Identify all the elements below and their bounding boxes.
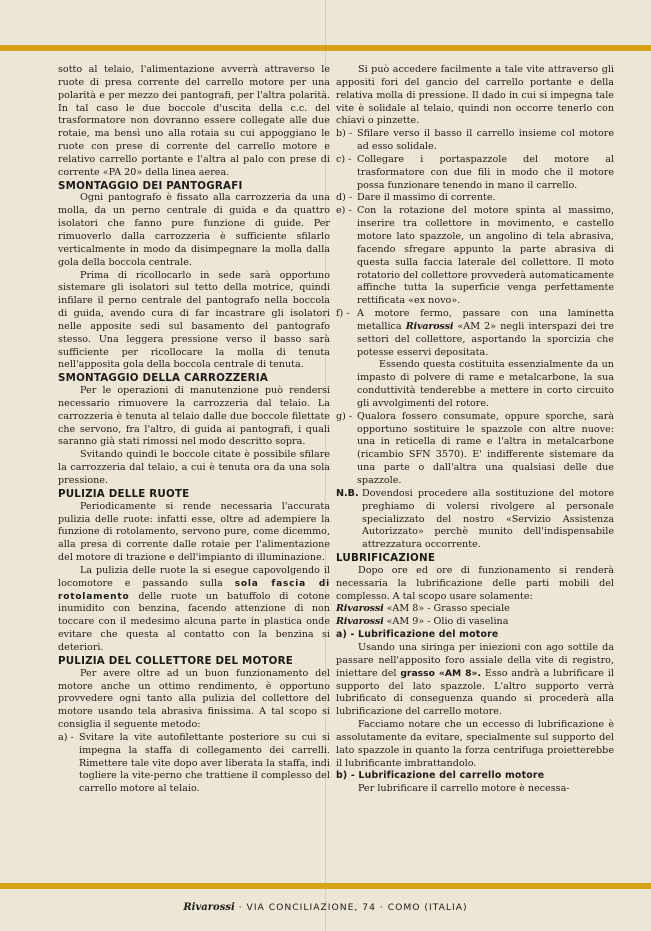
brand-logo-text: Rivarossi [405, 320, 454, 332]
text-run: Esso andrà a lubrificare il supporto del lato spazzole. L'altro supporto verrà lubrificato di conseguenza quando si procederà alla lubrificazione del carrello motore. [336, 667, 614, 718]
paragraph: Svitando quindi le boccole citate è possibile sfilare la carrozzeria dal telaio, a cui è tenuta ora da una sola pressione. [58, 449, 330, 486]
list-item [336, 205, 614, 308]
heading-ruote: PULIZIA DELLE RUOTE [58, 487, 190, 500]
footer-brand: Rivarossi [183, 902, 235, 913]
note-text: Dovendosi procedere alla sostituzione del motore preghiamo di volersi rivolgere al personale specializzato del nostro «Servizio Assistenza Autorizzato» perchè munito dell'indispensabile attrezzatura occorrente. [362, 487, 614, 551]
text-run: «AM 2» negli interspazi dei tre settori del collettore, asportando la sporcizia che potesse esservi depositata. [357, 320, 614, 358]
bold-text: grasso «AM 8». [400, 667, 481, 679]
list-text: Collegare i portaspazzole del motore al trasformatore con due fili in modo che il motore possa funzionare tenendo in mano il carrello. [357, 153, 614, 191]
paragraph: Ogni pantografo è fissato alla carrozzeria da una molla, da un perno centrale di guida e da quattro isolatori che fanno pure funzione di guide. Per rimuoverlo dalla carrozzeria è sufficiente sfilarlo verticalmente in modo da disimpegnare la molla dalla gola della boccola centrale. [58, 192, 330, 268]
subheading-carrello: b) - Lubrificazione del carrello motore [336, 770, 545, 782]
footer-address-text: · VIA CONCILIAZIONE, 74 · COMO (ITALIA) [234, 902, 468, 913]
paragraph: Prima di ricollocarlo in sede sarà opportuno sistemare gli isolatori sul tetto della motrice, quindi infilare il perno centrale del pantografo nella boccola di guida, avendo cura di far incastrare gli isolatori nelle apposite sedi sul basamento del pantografo stesso. Una leggera pressione verso il basso sarà sufficiente per ricollocare la molla di tenuta nell'apposita gola della boccola centrale di tenuta. [58, 269, 330, 371]
list-marker: b) - [336, 128, 353, 140]
list-item [336, 308, 614, 359]
list-marker: c) - [336, 153, 352, 165]
heading-pantografi: SMONTAGGIO DEI PANTOGRAFI [58, 179, 243, 192]
paragraph [58, 565, 330, 655]
brand-logo-text: Rivarossi [336, 603, 384, 615]
emphasis-text: sola fascia di rotolamento [58, 578, 330, 602]
oil-line [336, 616, 614, 629]
text-run: «AM 9» - Olio di vaselina [383, 616, 509, 628]
paragraph: Facciamo notare che un eccesso di lubrificazione è assolutamente da evitare, specialmente sul supporto del lato spazzole in quanto la forza centrifuga proietterebbe il lubrificante imbrattandolo. [336, 719, 614, 769]
list-item [58, 732, 330, 796]
footer-address [0, 902, 651, 913]
paragraph: Periodicamente si rende necessaria l'accurata pulizia delle ruote: infatti esse, oltre ad adempiere la funzione di rotolamento, servono pure, come dicemmo, alla presa di corrente dalle rotaie per l'alimentazione del motore di trazione e dell'impianto di illuminazione. [58, 500, 330, 564]
subheading-motore: a) - Lubrificazione del motore [336, 629, 499, 641]
list-item [336, 192, 614, 205]
brand-logo-text: Rivarossi [336, 616, 384, 628]
list-marker: e) - [336, 205, 352, 217]
right-column [336, 64, 614, 796]
list-text: Sfilare verso il basso il carrello insieme col motore ad esso solidale. [357, 128, 614, 153]
list-item-continuation [336, 359, 614, 410]
heading-carrozzeria: SMONTAGGIO DELLA CARROZZERIA [58, 372, 268, 385]
paragraph: Per le operazioni di manutenzione può rendersi necessario rimuovere la carrozzeria dal telaio. La carrozzeria è tenuta al telaio dalle due boccole filettate che servono, fra l'altro, di guida ai pantografi, i quali saranno già stati rimossi nel modo descritto sopra. [58, 385, 330, 448]
list-marker: f) - [336, 308, 350, 320]
list-item [336, 411, 614, 488]
note-block [336, 488, 614, 552]
bottom-color-band [0, 883, 651, 889]
left-column [58, 64, 330, 796]
list-marker: a) - [58, 731, 74, 743]
paragraph: Si può accedere facilmente a tale vite attraverso gli appositi fori del gancio del carrello portante e della relativa molla di pressione. Il dado in cui si impegna tale vite è solidale al telaio, quindi non occorre tenerlo con chiavi o pinzette. [336, 64, 614, 127]
paragraph: Per avere oltre ad un buon funzionamento del motore anche un ottimo rendimento, è opportuno provvedere ogni tanto alla pulizia del collettore del motore usando tela abrasiva finissima. A tal scopo si consiglia il seguente metodo: [58, 667, 330, 731]
heading-lubrificazione: LUBRIFICAZIONE [336, 552, 436, 565]
text-run: Usando una siringa per iniezioni con ago sottile da passare nell'apposito foro assiale della vite di registro, iniettare del [336, 641, 614, 679]
paragraph: Essendo questa costituita essenzialmente da un impasto di polvere di rame e metalcarbone, la sua conduttività tenderebbe a mettere in corto circuito gli avvolgimenti del rotore. [357, 359, 614, 409]
heading-collettore: PULIZIA DEL COLLETTORE DEL MOTORE [58, 654, 293, 667]
list-item [336, 154, 614, 193]
list-text: Dare il massimo di corrente. [357, 192, 496, 204]
list-text: Con la rotazione del motore spinta al massimo, inserire tra collettore in movimento, e castello motore lato spazzole, un angolino di tela abrasiva, facendo sfregare appunto la parte abrasiva di questa sulla faccia laterale del collettore. Il moto rotatorio del collettore provvederà automaticamente affinche tutta la superficie venga perfettamente rettificata «ex novo». [357, 205, 614, 307]
paragraph [336, 642, 614, 719]
paragraph: Per lubrificare il carrello motore è necessa- [358, 783, 570, 795]
list-text [357, 308, 614, 359]
text-run: delle ruote un batuffolo di cotone inumidito con benzina, facendo attenzione di non toccare con il medesimo alcuna parte in plastica onde evitare che questa al contatto con la benzina si deteriori. [58, 590, 330, 653]
list-text: Svitare la vite autofilettante posteriore su cui si impegna la staffa di collegamento dei carrelli. Rimettere tale vite dopo aver liberata la staffa, indi togliere la vite-perno che trattiene il complesso del carrello motore al telaio. [79, 731, 330, 795]
text-run: La pulizia delle ruote la si esegue capovolgendo il locomotore e passando sulla [58, 564, 330, 589]
list-item [336, 128, 614, 154]
list-marker: g) - [336, 410, 353, 422]
grease-line [336, 603, 614, 616]
list-marker: d) - [336, 192, 353, 204]
text-run: A motore fermo, passare con una laminetta metallica [357, 308, 614, 332]
list-text: Qualora fossero consumate, oppure sporche, sarà opportuno sostituire le spazzole con altre nuove: una in reticella di rame e l'altra in metalcarbone (ricambio SFN 3570). E' indifferente sistemare da una parte o dall'altra una qualsiasi delle due spazzole. [357, 410, 614, 486]
text-run: «AM 8» - Grasso speciale [383, 603, 510, 615]
note-marker: N.B. [336, 487, 359, 499]
paragraph: Dopo ore ed ore di funzionamento si renderà necessaria la lubrificazione delle parti mobili del complesso. A tal scopo usare solamente: [336, 564, 614, 602]
intro-paragraph: sotto al telaio, l'alimentazione avverrà attraverso le ruote di presa corrente del carrello motore per una polarità e per mezzo dei pantografi, per l'altra polarità. In tal caso le due boccole d'uscita della c.c. del trasformatore non dovranno essere collegate alle due rotaie, ma bensì uno alla rotaia su cui appoggiano le ruote con prese di corrente del carrello motore e relativo carrello portante e l'altra al palo con prese di corrente «PA 20» della linea aerea. [58, 64, 330, 178]
